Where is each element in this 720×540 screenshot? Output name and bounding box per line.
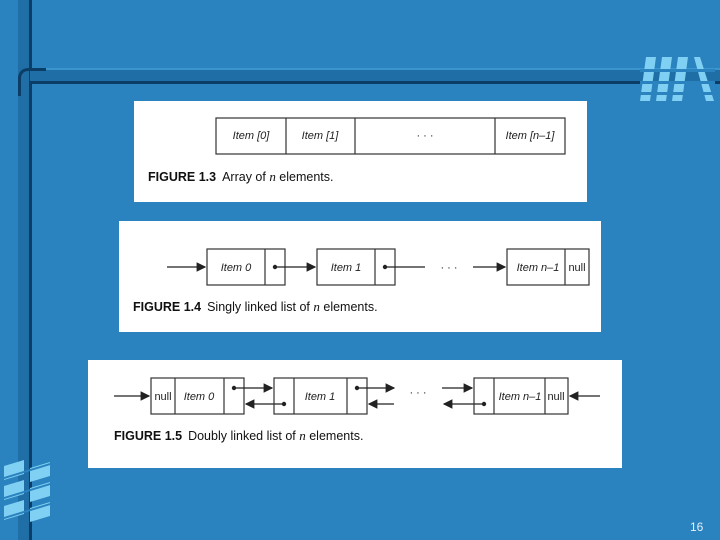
array-cell-0: Item [0] [232, 130, 270, 142]
dnode-0-label: Item 0 [183, 391, 215, 403]
figure-1-3-caption-end: elements. [275, 170, 334, 184]
dnode-last-label: Item n–1 [498, 391, 542, 403]
array-cell-last: Item [n–1] [505, 130, 555, 142]
figure-1-3-caption [148, 169, 334, 185]
frame-horizontal-bar [30, 68, 720, 84]
array-ellipsis: · · · [416, 130, 434, 142]
figure-1-3-label: FIGURE 1.3 [148, 170, 217, 184]
singly-linked-list-diagram [119, 221, 601, 332]
figure-1-5-panel [88, 360, 622, 468]
figure-1-3-caption-text: Array of [222, 170, 270, 184]
figure-1-3-caption-var: n [269, 169, 276, 184]
array-cell-1: Item [1] [301, 130, 339, 142]
dnode-1-label: Item 1 [304, 391, 336, 403]
figure-1-5-caption [114, 428, 363, 444]
stripes-logo-icon [640, 55, 715, 103]
figure-1-5-caption-end: elements. [305, 429, 364, 443]
doubly-ellipsis: · · · [409, 387, 427, 399]
figure-1-4-caption-text: Singly linked list of [207, 300, 314, 314]
figure-1-4-panel [119, 221, 601, 332]
stripes-logo-bottom-icon [0, 460, 55, 532]
figure-1-4-caption-var: n [313, 299, 320, 314]
figure-1-4-caption-end: elements. [319, 300, 378, 314]
figure-1-3-panel [134, 101, 587, 202]
figure-1-4-caption [133, 299, 378, 315]
page-number: 16 [690, 520, 704, 534]
dnode-0-null: null [154, 391, 172, 403]
figure-1-5-caption-text: Doubly linked list of [188, 429, 300, 443]
node-1-label: Item 1 [330, 262, 362, 274]
singly-ellipsis: · · · [440, 262, 458, 274]
figure-1-5-caption-var: n [299, 428, 306, 443]
figure-1-4-label: FIGURE 1.4 [133, 300, 202, 314]
frame-corner [18, 68, 46, 96]
array-diagram [134, 101, 587, 202]
node-last-label: Item n–1 [516, 262, 560, 274]
doubly-linked-list-diagram [88, 360, 622, 468]
node-0-label: Item 0 [220, 262, 252, 274]
figure-1-5-label: FIGURE 1.5 [114, 429, 183, 443]
null-label: null [568, 262, 586, 274]
dnode-last-null: null [547, 391, 565, 403]
